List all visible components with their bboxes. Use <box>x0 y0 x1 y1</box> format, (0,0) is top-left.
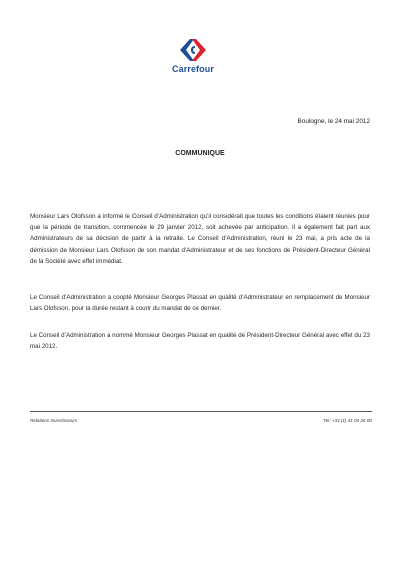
logo-wordmark: Carrefour <box>172 64 214 74</box>
body-paragraph: Monsieur Lars Olofsson a informé le Conseil d’Administration qu’il considérait que toutes les conditions étaient réunies pour que la période de transition, commencée le 29 janvier 2012, soit achevée par anticipation. Il a également fait part aux Administrateurs de sa décision de partir à la retraite. Le Conseil d’Administration, réuni le 23 mai, a pris acte de la démission de Monsieur Lars Olofsson de son mandat d’Administrateur et de ses fonctions de Président-Directeur Général de la Société avec effet immédiat. <box>30 213 370 265</box>
footer-divider <box>30 411 372 412</box>
body-paragraph: Le Conseil d’Administration a coopté Monsieur Georges Plassat en qualité d’Administrateur en remplacement de Monsieur Lars Olofsson, pour la durée restant à courir du mandat de ce dernier. <box>30 294 370 313</box>
carrefour-logo-icon <box>178 38 208 62</box>
document-title: COMMUNIQUE <box>175 150 225 157</box>
carrefour-logo <box>163 38 223 74</box>
footer-investor-relations: Relations Investisseurs <box>30 418 78 423</box>
place-date: Boulogne, le 24 mai 2012 <box>297 118 370 125</box>
footer-phone: Tel: +33 (1) 41 04 26 00 <box>323 418 372 423</box>
body-paragraph: Le Conseil d’Administration a nommé Monsieur Georges Plassat en qualité de Président-Directeur Général avec effet du 23 mai 2012. <box>30 332 370 351</box>
